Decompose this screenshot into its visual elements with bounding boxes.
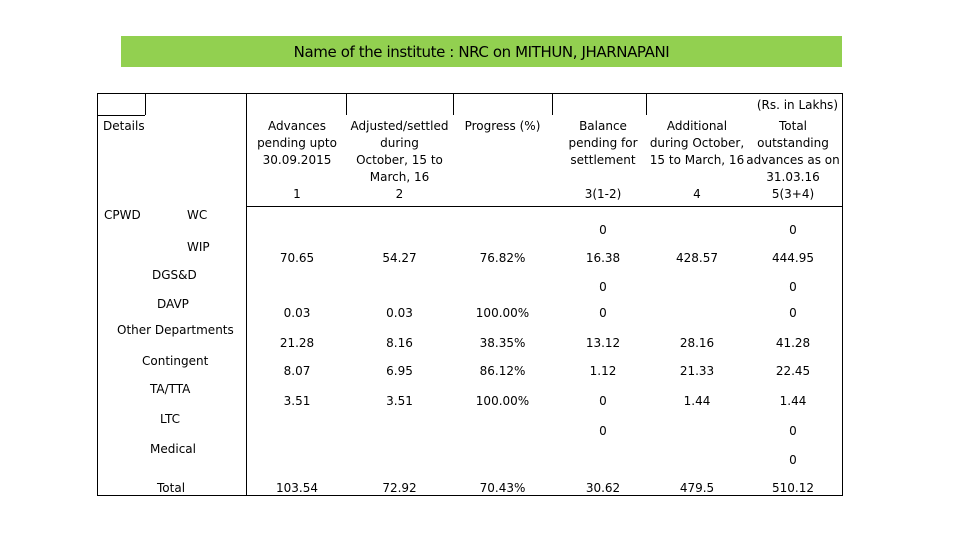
cell-contingent-advances: 8.07 — [283, 364, 311, 378]
header-advances: Advances pending upto 30.09.2015 — [257, 119, 337, 167]
grid-line — [453, 93, 454, 115]
cell-total-additional: 479.5 — [679, 481, 715, 495]
col-number-total: 5(3+4) — [771, 187, 815, 201]
row-label-dgsd: DGS&D — [152, 268, 197, 282]
cell-davp-total: 0 — [789, 306, 797, 320]
page-title: Name of the institute : NRC on MITHUN, JHARNAPANI — [293, 42, 670, 61]
cell-wc-total: 0 — [789, 223, 797, 237]
cell-wip-balance: 16.38 — [585, 251, 621, 265]
cell-ltc-balance: 0 — [599, 424, 607, 438]
cell-davp-progress: 100.00% — [475, 306, 530, 320]
row-label-wc: WC — [187, 208, 208, 222]
cell-wip-additional: 428.57 — [676, 251, 718, 265]
cell-ltc-total: 0 — [789, 424, 797, 438]
header-details: Details — [103, 119, 145, 133]
grid-line — [246, 206, 843, 207]
cell-other-additional: 28.16 — [679, 336, 715, 350]
grid-line — [97, 115, 145, 116]
grid-line — [552, 93, 553, 115]
cell-wip-total: 444.95 — [772, 251, 814, 265]
row-label-other-departments: Other Departments — [117, 323, 234, 337]
header-total: Total outstanding advances as on 31.03.16 — [746, 119, 840, 184]
cell-other-total: 41.28 — [775, 336, 811, 350]
cell-contingent-progress: 86.12% — [479, 364, 526, 378]
col-number-advances: 1 — [293, 187, 301, 201]
row-label-contingent: Contingent — [142, 354, 209, 368]
cell-ta-additional: 1.44 — [683, 394, 711, 408]
cell-contingent-adjusted: 6.95 — [386, 364, 413, 378]
grid-line — [346, 93, 347, 115]
cell-other-adjusted: 8.16 — [386, 336, 413, 350]
header-progress: Progress (%) — [464, 119, 541, 133]
cell-davp-advances: 0.03 — [283, 306, 311, 320]
cell-other-progress: 38.35% — [479, 336, 526, 350]
row-label-wip: WIP — [187, 240, 210, 254]
cell-total-total: 510.12 — [772, 481, 814, 495]
cell-ta-total: 1.44 — [779, 394, 807, 408]
cell-other-advances: 21.28 — [279, 336, 315, 350]
page-title-banner — [121, 36, 842, 67]
cell-total-advances: 103.54 — [276, 481, 318, 495]
cell-wip-progress: 76.82% — [479, 251, 526, 265]
cell-davp-balance: 0 — [599, 306, 607, 320]
col-number-adjusted: 2 — [395, 187, 404, 201]
cell-ta-balance: 0 — [599, 394, 607, 408]
row-label-ta-tta: TA/TTA — [150, 382, 191, 396]
cell-total-adjusted: 72.92 — [382, 481, 417, 495]
cell-medical-total: 0 — [789, 453, 797, 467]
units-note: (Rs. in Lakhs) — [756, 98, 838, 112]
advances-table — [97, 93, 843, 496]
header-adjusted: Adjusted/settled during October, 15 to March, 16 — [350, 119, 449, 184]
row-label-medical: Medical — [150, 442, 196, 456]
cell-other-balance: 13.12 — [585, 336, 621, 350]
cell-wip-adjusted: 54.27 — [382, 251, 417, 265]
cell-contingent-balance: 1.12 — [589, 364, 617, 378]
row-label-cpwd: CPWD — [104, 208, 141, 222]
cell-total-progress: 70.43% — [479, 481, 526, 495]
col-number-balance: 3(1-2) — [584, 187, 622, 201]
cell-davp-adjusted: 0.03 — [386, 306, 413, 320]
row-label-ltc: LTC — [160, 412, 181, 426]
header-additional: Additional during October, 15 to March, 16 — [649, 119, 745, 167]
cell-ta-progress: 100.00% — [475, 394, 530, 408]
header-balance: Balance pending for settlement — [568, 119, 638, 167]
grid-line — [145, 93, 146, 115]
cell-ta-advances: 3.51 — [283, 394, 311, 408]
cell-total-balance: 30.62 — [585, 481, 621, 495]
cell-contingent-additional: 21.33 — [679, 364, 715, 378]
cell-dgsd-total: 0 — [789, 280, 797, 294]
cell-dgsd-balance: 0 — [599, 280, 607, 294]
cell-ta-adjusted: 3.51 — [386, 394, 413, 408]
col-number-additional: 4 — [693, 187, 701, 201]
cell-wc-balance: 0 — [599, 223, 607, 237]
row-label-davp: DAVP — [157, 297, 189, 311]
row-label-total: Total — [157, 481, 186, 495]
cell-wip-advances: 70.65 — [279, 251, 315, 265]
cell-contingent-total: 22.45 — [775, 364, 811, 378]
